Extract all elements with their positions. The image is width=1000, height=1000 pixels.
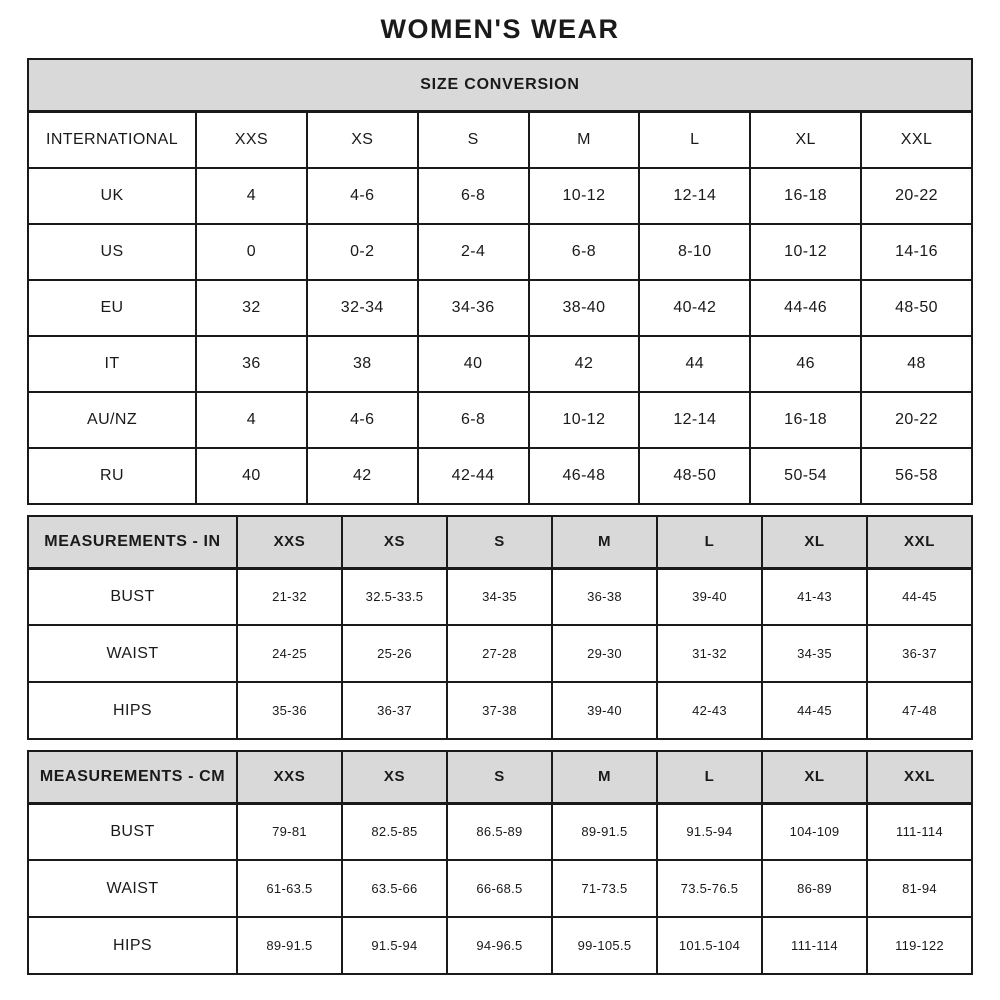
value-cell: 99-105.5 xyxy=(552,917,657,974)
value-cell: 29-30 xyxy=(552,625,657,682)
row-label-cell: US xyxy=(28,224,196,280)
table-row xyxy=(28,803,972,860)
measurements-in-table xyxy=(27,515,973,740)
value-cell: 8-10 xyxy=(639,224,750,280)
value-cell: 89-91.5 xyxy=(237,917,342,974)
value-cell: 48-50 xyxy=(639,448,750,504)
value-cell: 38-40 xyxy=(529,280,640,336)
value-cell: 10-12 xyxy=(750,224,861,280)
row-label-cell: BUST xyxy=(28,568,237,625)
size-conversion-table xyxy=(27,58,973,505)
table-row xyxy=(28,917,972,974)
value-cell: 39-40 xyxy=(552,682,657,739)
value-cell: 34-35 xyxy=(447,568,552,625)
size-header-cell: XXS xyxy=(237,751,342,803)
section-header-row xyxy=(28,751,972,803)
value-cell: 86-89 xyxy=(762,860,867,917)
value-cell: 10-12 xyxy=(529,168,640,224)
size-header-cell: XS xyxy=(342,516,447,568)
table-row xyxy=(28,336,972,392)
column-header-row xyxy=(28,111,972,168)
value-cell: 24-25 xyxy=(237,625,342,682)
table-row xyxy=(28,568,972,625)
value-cell: 44-46 xyxy=(750,280,861,336)
value-cell: 42 xyxy=(529,336,640,392)
value-cell: 4 xyxy=(196,168,307,224)
table-row xyxy=(28,224,972,280)
value-cell: 6-8 xyxy=(418,168,529,224)
row-label-cell: WAIST xyxy=(28,860,237,917)
section-header-row xyxy=(28,59,972,111)
table-row xyxy=(28,682,972,739)
value-cell: 66-68.5 xyxy=(447,860,552,917)
value-cell: 20-22 xyxy=(861,392,972,448)
size-header-cell: L xyxy=(657,516,762,568)
value-cell: 0 xyxy=(196,224,307,280)
value-cell: 12-14 xyxy=(639,168,750,224)
value-cell: 42 xyxy=(307,448,418,504)
value-cell: 46 xyxy=(750,336,861,392)
table-row xyxy=(28,168,972,224)
value-cell: 10-12 xyxy=(529,392,640,448)
row-label-cell: HIPS xyxy=(28,917,237,974)
row-label-cell: RU xyxy=(28,448,196,504)
size-header-cell: XXL xyxy=(867,516,972,568)
section-header: MEASUREMENTS - CM xyxy=(28,751,237,803)
column-header-cell: INTERNATIONAL xyxy=(28,111,196,168)
size-header-cell: L xyxy=(657,751,762,803)
value-cell: 37-38 xyxy=(447,682,552,739)
value-cell: 86.5-89 xyxy=(447,803,552,860)
value-cell: 4-6 xyxy=(307,168,418,224)
size-header-cell: S xyxy=(447,751,552,803)
value-cell: 81-94 xyxy=(867,860,972,917)
value-cell: 42-44 xyxy=(418,448,529,504)
value-cell: 40 xyxy=(418,336,529,392)
value-cell: 39-40 xyxy=(657,568,762,625)
value-cell: 79-81 xyxy=(237,803,342,860)
size-header-cell: XXS xyxy=(237,516,342,568)
value-cell: 56-58 xyxy=(861,448,972,504)
value-cell: 0-2 xyxy=(307,224,418,280)
value-cell: 20-22 xyxy=(861,168,972,224)
column-header-cell: S xyxy=(418,111,529,168)
value-cell: 31-32 xyxy=(657,625,762,682)
value-cell: 16-18 xyxy=(750,392,861,448)
value-cell: 36-38 xyxy=(552,568,657,625)
row-label-cell: BUST xyxy=(28,803,237,860)
column-header-cell: XL xyxy=(750,111,861,168)
value-cell: 16-18 xyxy=(750,168,861,224)
value-cell: 82.5-85 xyxy=(342,803,447,860)
value-cell: 48 xyxy=(861,336,972,392)
value-cell: 32-34 xyxy=(307,280,418,336)
value-cell: 48-50 xyxy=(861,280,972,336)
value-cell: 61-63.5 xyxy=(237,860,342,917)
column-header-cell: XXL xyxy=(861,111,972,168)
value-cell: 32.5-33.5 xyxy=(342,568,447,625)
row-label-cell: EU xyxy=(28,280,196,336)
size-header-cell: S xyxy=(447,516,552,568)
value-cell: 44-45 xyxy=(867,568,972,625)
table-row xyxy=(28,280,972,336)
value-cell: 111-114 xyxy=(762,917,867,974)
size-header-cell: M xyxy=(552,516,657,568)
value-cell: 42-43 xyxy=(657,682,762,739)
value-cell: 46-48 xyxy=(529,448,640,504)
value-cell: 36-37 xyxy=(867,625,972,682)
value-cell: 4 xyxy=(196,392,307,448)
section-header-row xyxy=(28,516,972,568)
value-cell: 27-28 xyxy=(447,625,552,682)
value-cell: 73.5-76.5 xyxy=(657,860,762,917)
value-cell: 14-16 xyxy=(861,224,972,280)
value-cell: 6-8 xyxy=(418,392,529,448)
value-cell: 25-26 xyxy=(342,625,447,682)
row-label-cell: WAIST xyxy=(28,625,237,682)
value-cell: 38 xyxy=(307,336,418,392)
column-header-cell: XS xyxy=(307,111,418,168)
row-label-cell: AU/NZ xyxy=(28,392,196,448)
value-cell: 71-73.5 xyxy=(552,860,657,917)
value-cell: 104-109 xyxy=(762,803,867,860)
page-title: WOMEN'S WEAR xyxy=(380,14,620,44)
value-cell: 2-4 xyxy=(418,224,529,280)
column-header-cell: L xyxy=(639,111,750,168)
value-cell: 101.5-104 xyxy=(657,917,762,974)
value-cell: 44-45 xyxy=(762,682,867,739)
value-cell: 47-48 xyxy=(867,682,972,739)
value-cell: 40 xyxy=(196,448,307,504)
row-label-cell: UK xyxy=(28,168,196,224)
section-header: MEASUREMENTS - IN xyxy=(28,516,237,568)
value-cell: 41-43 xyxy=(762,568,867,625)
table-row xyxy=(28,625,972,682)
value-cell: 21-32 xyxy=(237,568,342,625)
value-cell: 34-35 xyxy=(762,625,867,682)
row-label-cell: IT xyxy=(28,336,196,392)
value-cell: 63.5-66 xyxy=(342,860,447,917)
column-header-cell: XXS xyxy=(196,111,307,168)
row-label-cell: HIPS xyxy=(28,682,237,739)
size-header-cell: XXL xyxy=(867,751,972,803)
size-header-cell: XL xyxy=(762,751,867,803)
value-cell: 44 xyxy=(639,336,750,392)
value-cell: 89-91.5 xyxy=(552,803,657,860)
table-row xyxy=(28,392,972,448)
section-header: SIZE CONVERSION xyxy=(28,59,972,111)
size-header-cell: XS xyxy=(342,751,447,803)
value-cell: 40-42 xyxy=(639,280,750,336)
value-cell: 35-36 xyxy=(237,682,342,739)
size-header-cell: M xyxy=(552,751,657,803)
size-header-cell: XL xyxy=(762,516,867,568)
table-row xyxy=(28,860,972,917)
value-cell: 119-122 xyxy=(867,917,972,974)
value-cell: 36-37 xyxy=(342,682,447,739)
table-row xyxy=(28,448,972,504)
value-cell: 36 xyxy=(196,336,307,392)
value-cell: 6-8 xyxy=(529,224,640,280)
value-cell: 91.5-94 xyxy=(342,917,447,974)
value-cell: 91.5-94 xyxy=(657,803,762,860)
value-cell: 94-96.5 xyxy=(447,917,552,974)
measurements-cm-table xyxy=(27,750,973,975)
value-cell: 111-114 xyxy=(867,803,972,860)
value-cell: 12-14 xyxy=(639,392,750,448)
value-cell: 34-36 xyxy=(418,280,529,336)
value-cell: 50-54 xyxy=(750,448,861,504)
value-cell: 32 xyxy=(196,280,307,336)
column-header-cell: M xyxy=(529,111,640,168)
value-cell: 4-6 xyxy=(307,392,418,448)
